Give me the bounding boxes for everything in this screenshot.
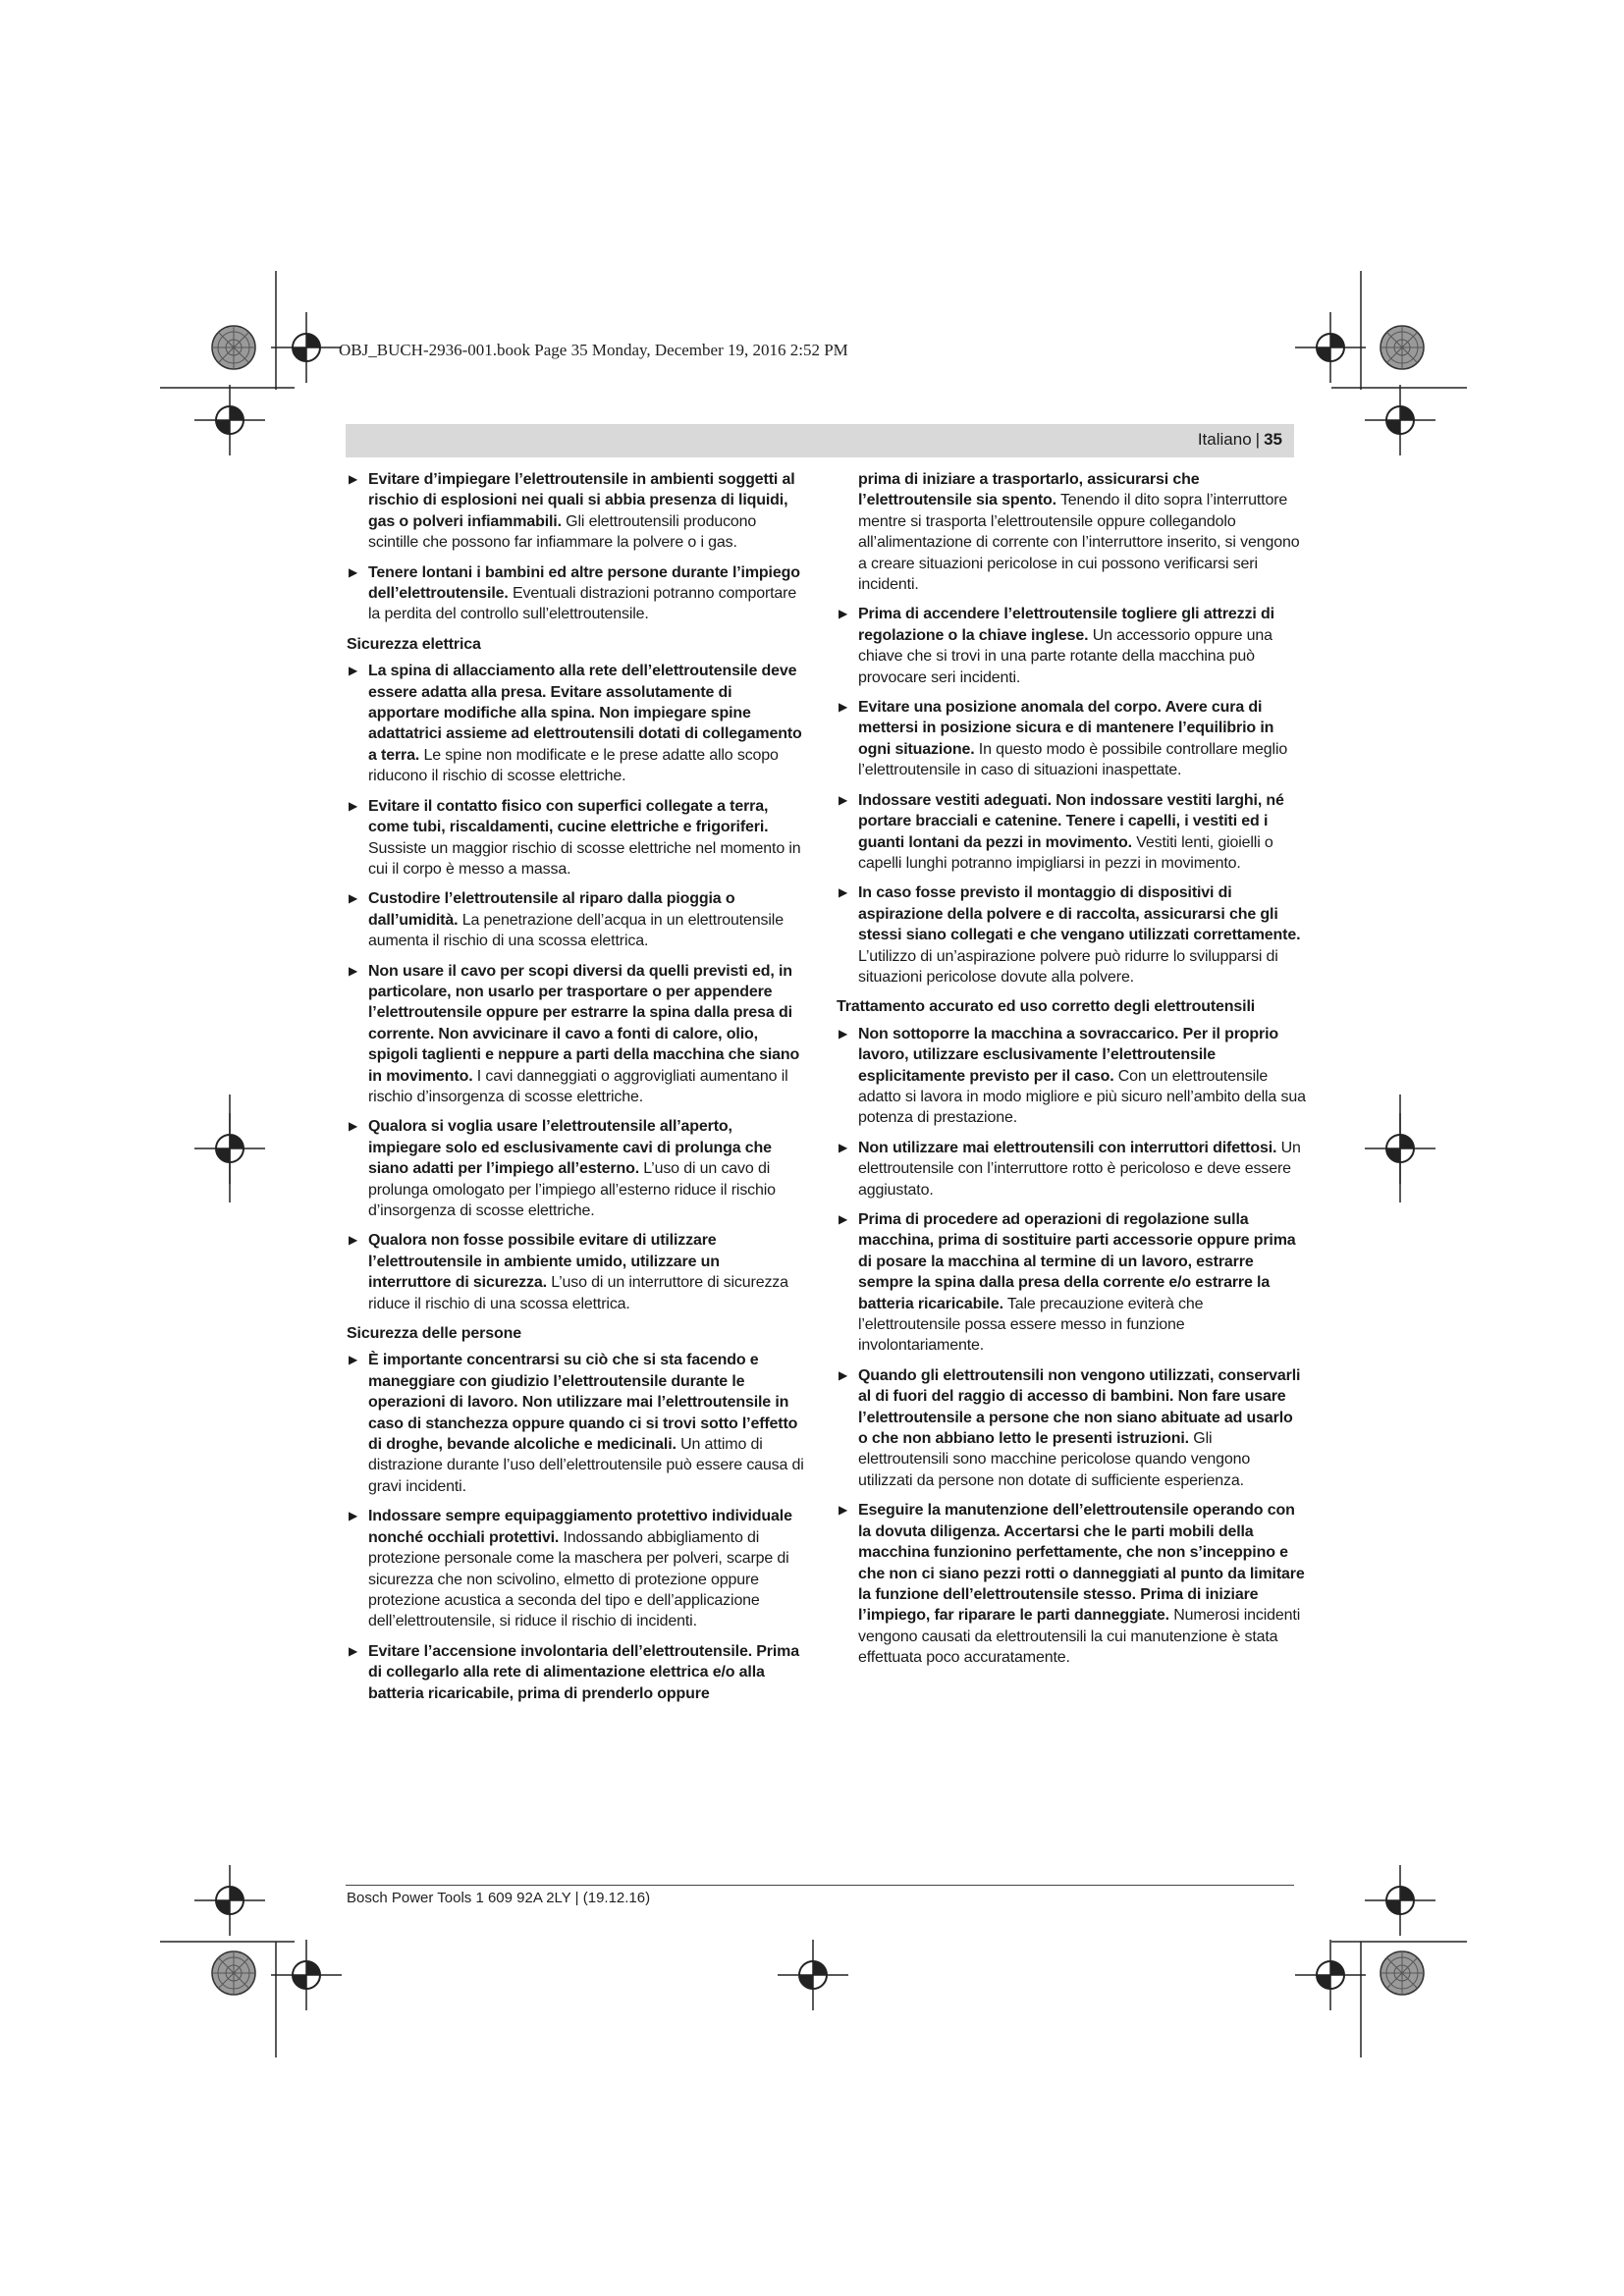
page-number: 35: [1264, 430, 1282, 449]
bullet-triangle-icon: ▶: [349, 1353, 358, 1367]
safety-item-warning: È importante concentrarsi su ciò che si sta facendo e maneggiare con giudizio l’elettroutensile durante le operazioni di lavoro. Non utilizzare mai l’elettroutensile in caso di stanchezza oppure quando ci si trovi sotto l’effetto di droghe, bevande alcoliche e medicinali.: [368, 1352, 798, 1454]
bullet-triangle-icon: ▶: [349, 1119, 358, 1134]
bullet-triangle-icon: ▶: [349, 664, 358, 678]
section-heading: Trattamento accurato ed uso corretto degli elettroutensili: [837, 998, 1256, 1016]
safety-item-warning: In caso fosse previsto il montaggio di dispositivi di aspirazione della polvere e di raccolta, assicurarsi che gli stessi siano collegati e che vengano utilizzati correttamente.: [858, 884, 1301, 944]
safety-item-warning: Evitare una posizione anomala del corpo. Avere cura di mettersi in posizione sicura e di mantenere l’equilibrio in ogni situazione.: [858, 699, 1274, 758]
bullet-triangle-icon: ▶: [349, 798, 358, 813]
safety-item-warning: Eseguire la manutenzione dell’elettroutensile operando con la dovuta diligenza. Accertarsi che le parti mobili della macchina funzionino perfettamente, che non s’inceppino e che non ci siano pezzi rotti o danneggiati al punto da limitare la funzione dell’elettroutensile stesso. Prima di iniziare l’impiego, far riparare le parti danneggiate.: [858, 1502, 1305, 1625]
bullet-triangle-icon: ▶: [349, 963, 358, 978]
safety-item-explanation: Sussiste un maggior rischio di scosse elettriche nel momento in cui il corpo è messo a massa.: [368, 839, 801, 878]
safety-item-warning: Evitare il contatto fisico con superfici collegate a terra, come tubi, riscaldamenti, cucine elettriche e frigoriferi.: [368, 797, 769, 836]
safety-item-explanation: Eventuali distrazioni potranno comportare la perdita del controllo sull’elettroutensile.: [368, 585, 797, 623]
safety-item-explanation: L’uso di un cavo di prolunga omologato per l’impiego all’esterno riduce il rischio d’insorgenza di scosse elettriche.: [368, 1160, 776, 1219]
bullet-triangle-icon: ▶: [349, 891, 358, 906]
bullet-triangle-icon: ▶: [839, 792, 848, 807]
safety-item-explanation: Tenendo il dito sopra l’interruttore mentre si trasporta l’elettroutensile oppure collegandolo all’alimentazione di corrente con l’interruttore inserito, si vengono a creare situazioni pericolose in cui possono verificarsi seri incidenti.: [858, 492, 1300, 594]
bullet-triangle-icon: ▶: [839, 1140, 848, 1154]
safety-item-explanation: Un attimo di distrazione durante l’uso dell’elettroutensile può essere causa di gravi incidenti.: [368, 1436, 804, 1495]
bullet-triangle-icon: ▶: [349, 1509, 358, 1523]
section-heading: Sicurezza elettrica: [347, 635, 481, 653]
bullet-triangle-icon: ▶: [349, 1233, 358, 1248]
safety-item-warning: Qualora non fosse possibile evitare di utilizzare l’elettroutensile in ambiente umido, utilizzare un interruttore di sicurezza.: [368, 1232, 720, 1292]
safety-item-warning: Evitare d’impiegare l’elettroutensile in ambienti soggetti al rischio di esplosioni nei quali si abbia presenza di liquidi, gas o polveri infiammabili.: [368, 471, 795, 530]
safety-item-explanation: Con un elettroutensile adatto si lavora in modo migliore e più sicuro nell’ambito della sua potenza di prestazione.: [858, 1067, 1306, 1127]
bullet-triangle-icon: ▶: [349, 564, 358, 579]
safety-item-explanation: Un accessorio oppure una chiave che si trovi in una parte rotante della macchina può provocare seri incidenti.: [858, 626, 1272, 686]
safety-item-explanation: Gli elettroutensili producono scintille che possono far infiammare la polvere o i gas.: [368, 512, 757, 552]
safety-item-warning: Tenere lontani i bambini ed altre persone durante l’impiego dell’elettroutensile.: [368, 563, 800, 603]
safety-item-explanation: I cavi danneggiati o aggrovigliati aumentano il rischio d’insorgenza di scosse elettriche.: [368, 1067, 788, 1105]
safety-item-warning: Prima di procedere ad operazioni di regolazione sulla macchina, prima di sostituire parti accessorie oppure prima di posare la macchina al termine di un lavoro, estrarre sempre la spina dalla presa della corrente e/o estrarre la batteria ricaricabile.: [858, 1211, 1296, 1312]
safety-item-explanation: Vestiti lenti, gioielli o capelli lunghi potranno impigliarsi in pezzi in movimento.: [858, 833, 1273, 872]
bullet-triangle-icon: ▶: [349, 472, 358, 486]
bullet-triangle-icon: ▶: [839, 1026, 848, 1041]
safety-item-explanation: Le spine non modificate e le prese adatte allo scopo riducono il rischio di scosse elettriche.: [368, 746, 779, 785]
safety-item-explanation: La penetrazione dell’acqua in un elettroutensile aumenta il rischio di una scossa elettrica.: [368, 911, 784, 950]
bullet-triangle-icon: ▶: [839, 1503, 848, 1518]
bullet-triangle-icon: ▶: [839, 700, 848, 715]
safety-item-explanation: Numerosi incidenti vengono causati da elettroutensili la cui manutenzione è stata effettuata poco accuratamente.: [858, 1607, 1301, 1667]
safety-item-warning: Prima di accendere l’elettroutensile togliere gli attrezzi di regolazione o la chiave inglese.: [858, 606, 1274, 644]
safety-item-explanation: Gli elettroutensili sono macchine pericolose quando vengono utilizzati da persone non dotate di sufficiente esperienza.: [858, 1430, 1251, 1489]
header-language: Italiano: [1197, 430, 1252, 449]
page-footer: Bosch Power Tools 1 609 92A 2LY | (19.12.16): [347, 1890, 651, 1906]
bullet-triangle-icon: ▶: [839, 1212, 848, 1226]
safety-item-explanation: L’uso di un interruttore di sicurezza riduce il rischio di una scossa elettrica.: [368, 1274, 788, 1312]
bullet-triangle-icon: ▶: [839, 607, 848, 621]
section-heading: Sicurezza delle persone: [347, 1325, 521, 1343]
safety-item-explanation: Tale precauzione eviterà che l’elettroutensile possa essere messo in funzione involontariamente.: [858, 1295, 1204, 1355]
bullet-triangle-icon: ▶: [349, 1643, 358, 1658]
safety-item-warning: Indossare vestiti adeguati. Non indossare vestiti larghi, né portare bracciali e catenine. Tenere i capelli, i vestiti ed i guanti lontani da pezzi in movimento.: [858, 791, 1284, 851]
safety-item-warning: Non sottoporre la macchina a sovraccarico. Per il proprio lavoro, utilizzare esclusivamente l’elettroutensile esplicitamente previsto per il caso.: [858, 1025, 1279, 1085]
bullet-triangle-icon: ▶: [839, 885, 848, 900]
page-header: Italiano | 35: [1197, 430, 1282, 449]
safety-item-warning: Indossare sempre equipaggiamento protettivo individuale nonché occhiali protettivi.: [368, 1508, 792, 1546]
safety-item-explanation: Indossando abbigliamento di protezione personale come la maschera per polveri, scarpe di sicurezza che non scivolino, elmetto di protezione oppure protezione acustica a seconda del tipo e dell’applicazione dell’elettroutensile, si riduce il rischio di incidenti.: [368, 1528, 789, 1630]
safety-item-warning: La spina di allacciamento alla rete dell’elettroutensile deve essere adatta alla presa. Evitare assolutamente di apportare modifiche alla spina. Non impiegare spine adattatrici assieme ad elettroutensili dotati di collegamento a terra.: [368, 663, 802, 764]
safety-item-warning: Non utilizzare mai elettroutensili con interruttori difettosi.: [858, 1139, 1277, 1156]
safety-item-warning: Quando gli elettroutensili non vengono utilizzati, conservarli al di fuori del raggio di accesso di bambini. Non fare usare l’elettroutensile a persone che non siano abituate ad usarlo o che non abbiano letto le presenti istruzioni.: [858, 1366, 1301, 1448]
safety-item-warning: Qualora si voglia usare l’elettroutensile all’aperto, impiegare solo ed esclusivamente cavi di prolunga che siano adatti per l’impiego all’esterno.: [368, 1118, 772, 1178]
bullet-triangle-icon: ▶: [839, 1367, 848, 1382]
safety-item-warning: prima di iniziare a trasportarlo, assicurarsi che l’elettroutensile sia spento.: [858, 471, 1200, 509]
safety-item-explanation: In questo modo è possibile controllare meglio l’elettroutensile in caso di situazioni inaspettate.: [858, 740, 1288, 779]
safety-item-warning: Custodire l’elettroutensile al riparo dalla pioggia o dall’umidità.: [368, 890, 735, 929]
safety-item-warning: Evitare l’accensione involontaria dell’elettroutensile. Prima di collegarlo alla rete di alimentazione elettrica e/o alla batteria ricaricabile, prima di prenderlo oppure: [368, 1642, 800, 1702]
safety-item-explanation: Un elettroutensile con l’interruttore rotto è pericoloso e deve essere aggiustato.: [858, 1139, 1301, 1199]
safety-item-explanation: L’utilizzo di un’aspirazione polvere può ridurre lo svilupparsi di situazioni pericolose dovute alla polvere.: [858, 947, 1278, 986]
book-slug: OBJ_BUCH-2936-001.book Page 35 Monday, December 19, 2016 2:52 PM: [339, 341, 848, 359]
safety-item-warning: Non usare il cavo per scopi diversi da quelli previsti ed, in particolare, non usarlo per trasportare o per appendere l’elettroutensile oppure per estrarre la spina dalla presa di corrente. Non avvicinare il cavo a fonti di calore, olio, spigoli taglienti e neppure a parti della macchina che siano in movimento.: [368, 962, 800, 1085]
